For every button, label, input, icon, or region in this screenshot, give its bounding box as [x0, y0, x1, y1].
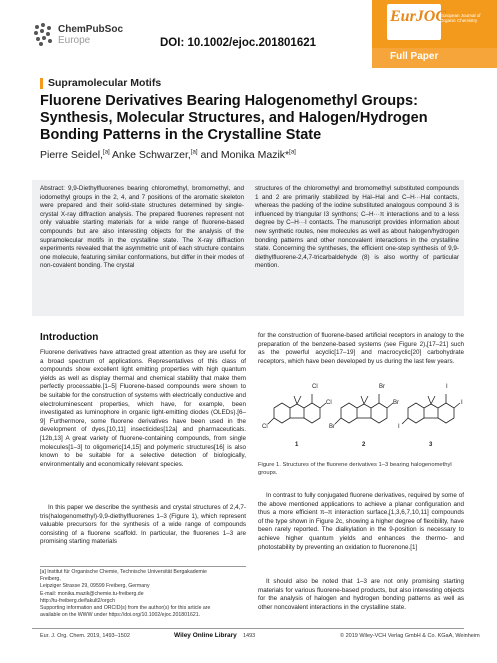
section-tag: Supramolecular Motifs: [48, 77, 162, 89]
page-number: 1493: [243, 633, 256, 639]
halogen-label: I: [398, 424, 400, 430]
intro-paragraph: for the construction of fluorene-based artificial receptors in analogy to the preparation of the benzene-based systems (see Figure 2),[17–21] such as the powerful acyclic[17–19] and macrocyclic[20] carbohydrate receptors, which have been developed by us during the last few years.: [258, 332, 464, 365]
introduction-heading: Introduction: [40, 332, 99, 343]
figure-1-structures: [258, 380, 464, 450]
compound-label: 3: [429, 442, 433, 448]
abstract-left-column: Abstract: 9,9-Diethylfluorenes bearing chloromethyl, bromomethyl, and iodomethyl groups in the 2, 4, and 7 positions of the aromatic skeleton were prepared and their solid-state structures determined by single-crystal X-ray diffraction analysis. The prepared fluorenes represent not only valuable starting materials for a wide range of fluorene-based compounds but are also interesting objects for the analysis of the supramolecular motifs in the crystalline state. The X-ray diffraction experiments revealed that the asymmetric unit of each structure contains one molecule, featuring similar conformations, but differ in their modes of non-covalent bonding. The crystal: [40, 185, 244, 270]
halogen-label: Br: [329, 424, 335, 430]
section-tag-marker: [40, 78, 43, 89]
intro-paragraph: In this paper we describe the synthesis and crystal structures of 2,4,7-tris(halogenomethyl)-9,9-diethylfluorenes 1–3 (Figure 1), which represent valuable precursors for the synthesis of a wide range of compounds consisting of a fluorene scaffold. In particular, the fluorenes 1–3 are promising starting materials: [40, 504, 246, 546]
footer-citation: Eur. J. Org. Chem. 2019, 1493–1502: [40, 633, 130, 639]
footnote-line: Leipziger Strasse 29, 09599 Freiberg, Germany: [40, 583, 150, 590]
halogen-label: Cl: [326, 400, 332, 406]
publisher-subtitle: Europe: [58, 35, 91, 46]
footnote-email[interactable]: E-mail: monika.mazik@chemie.tu-freiberg.de: [40, 590, 144, 597]
affiliation-footnote: [40, 569, 246, 619]
publisher-name: ChemPubSoc: [58, 24, 124, 35]
footnote-line[interactable]: available on the WWW under https://doi.org/10.1002/ejoc.201801621.: [40, 612, 201, 619]
intro-paragraph: In contrast to fully conjugated fluorene derivatives, required by some of the above mentioned applications to achieve a planar configuration and thus a more efficient π–π interaction surface,[1,3,6,7,10,11] compounds of the type shown in Figure 2c, showing a higher degree of flexibility, have been rarely reported. The dialkylation in the 9-position is necessary to achieve higher quantum yields and enhances the thermo- and photostability by preventing an oxidation to fluorenone.[1]: [258, 492, 464, 551]
compound-label: 2: [362, 442, 366, 448]
author-affiliation: [a]: [289, 149, 296, 156]
footer-copyright: © 2019 Wiley-VCH Verlag GmbH & Co. KGaA, Weinheim: [340, 633, 480, 639]
figure-1-caption: Figure 1. Structures of the fluorene derivatives 1–3 bearing halogenomethyl groups.: [258, 462, 452, 476]
halogen-label: Br: [379, 384, 385, 390]
footnote-line: Freiberg,: [40, 576, 61, 583]
abstract-right-column: structures of the chloromethyl and bromomethyl substituted compounds 1 and 2 are primarily stabilized by Hal–Hal and C–H···Hal contacts, whereas the packing of the iodine substituted analogous compound 3 is influenced by triangular I3 synthons; C–H···π interactions and to a less degree by C–H···I contacts. The manuscript provides information about new synthetic routes, new molecules as well as about halogen/hydrogen bonding patterns and other noncovalent interactions in the crystalline state. Concerning the syntheses, the efficient one-step synthesis of 9,9-diethylfluorene-2,4,7-tricarbaldehyde (8) is also worthy of particular mention.: [255, 185, 459, 270]
footer-rule: [32, 628, 464, 629]
footnote-line: Supporting information and ORCID(s) from the author(s) for this article are: [40, 605, 211, 612]
article-doi[interactable]: DOI: 10.1002/ejoc.201801621: [160, 37, 317, 49]
article-title: Fluorene Derivatives Bearing Halogenomethyl Groups: Synthesis, Molecular Structures, and Halogen/Hydrogen Bonding Patterns in the Crystalline State: [40, 93, 428, 143]
author-affiliation: [a]: [103, 149, 110, 156]
halogen-label: Cl: [312, 384, 318, 390]
intro-paragraph: It should also be noted that 1–3 are not only promising starting materials for various fluorene-based products, but also interesting objects for the analysis of halogen and hydrogen bonding patterns as well as other noncovalent interactions in the crystalline state.: [258, 578, 464, 611]
author-name[interactable]: Anke Schwarzer,: [112, 149, 191, 161]
halogen-label: I: [446, 384, 448, 390]
halogen-label: Cl: [262, 424, 268, 430]
footnote-line: [a] Institut für Organische Chemie, Technische Universität Bergakademie: [40, 569, 207, 575]
author-name[interactable]: Pierre Seidel,: [40, 149, 104, 161]
author-name[interactable]: and Monika Mazik*: [200, 149, 290, 161]
footnote-url[interactable]: http://tu-freiberg.de/fakult2/orgch: [40, 597, 115, 604]
compound-label: 1: [295, 442, 299, 448]
halogen-label: I: [461, 400, 463, 406]
journal-logo: EurJOC: [390, 8, 447, 25]
footnote-rule: [40, 566, 246, 567]
footer-wiley-link[interactable]: Wiley Online Library: [174, 632, 237, 639]
journal-logo-subtitle: European Journal of Organic Chemistry: [440, 13, 481, 23]
halogen-label: Br: [393, 400, 399, 406]
intro-paragraph: Fluorene derivatives have attracted great attention as they are useful for a broad spectrum of applications. Representatives of this class of compounds show excellent light emitting properties with high quantum yields as well as display thermal and chemical stability that make them perfectly processable.[1–5] Fluorene-based compounds were shown to be suitable for the construction of systems with electrically conductive and electroluminescent properties, which have, for example, been investigated as luminophore in organic light-emitting diodes (OLEDs).[6–9] Furthermore, some fluorene derivatives have been used in the development of dyes,[10,11] insecticides[12a] and pharmaceuticals.[12b,13] A great variety of fluorene-containing compounds, from single molecules[1–3] to oligomeric[14,15] and polymeric structures[16] is also known to be suitable for a selective detection of biologically, environmentally and economically relevant species.: [40, 349, 246, 468]
author-affiliation: [a]: [190, 149, 198, 156]
article-type: Full Paper: [390, 51, 439, 62]
author-list: [40, 149, 296, 161]
